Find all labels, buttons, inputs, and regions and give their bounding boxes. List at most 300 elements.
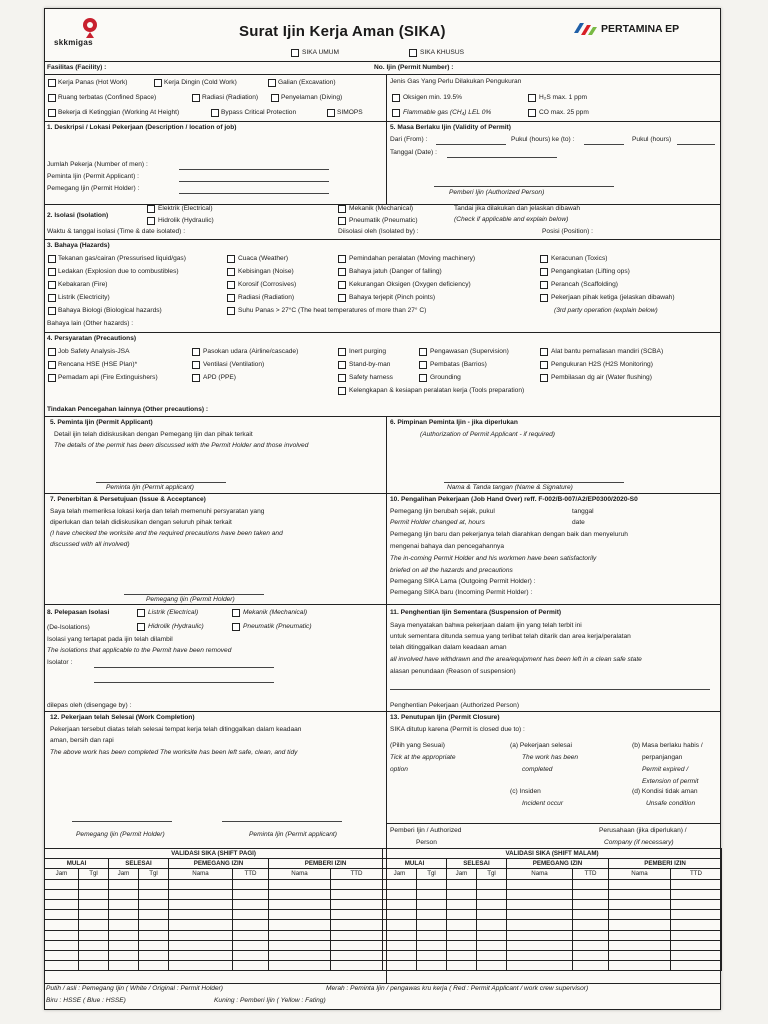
validation-cell[interactable] [109, 879, 139, 889]
validation-cell[interactable] [671, 920, 722, 930]
validation-cell[interactable] [331, 920, 383, 930]
validation-cell[interactable] [79, 930, 109, 940]
validation-cell[interactable] [233, 899, 269, 909]
validation-cell[interactable] [79, 910, 109, 920]
validation-cell[interactable] [269, 961, 331, 971]
checkbox-bypass[interactable] [211, 109, 219, 117]
validation-cell[interactable] [447, 910, 477, 920]
validation-row [45, 879, 383, 889]
validation-cell[interactable] [383, 910, 417, 920]
hazard-checkbox[interactable] [338, 294, 346, 302]
validation-cell[interactable] [447, 940, 477, 950]
section-12-title: 12. Pekerjaan telah Selesai (Work Completion) [50, 714, 195, 721]
validation-cell[interactable] [417, 889, 447, 899]
validation-cell[interactable] [507, 940, 573, 950]
peminta-ijin-label: Peminta Ijin (Permit Applicant) : [47, 173, 139, 180]
sec10-text-7: Pemegang SIKA Lama (Outgoing Permit Holder) : [390, 578, 536, 585]
work-type-label: Penyelaman (Diving) [281, 94, 343, 101]
checkbox-kerja-panas[interactable] [48, 79, 56, 87]
validation-cell[interactable] [233, 879, 269, 889]
sec13-b4: Extension of permit [642, 778, 699, 785]
pertamina-logo-text: PERTAMINA EP [601, 23, 680, 35]
hazard-checkbox[interactable] [227, 307, 235, 315]
validation-cell[interactable] [79, 879, 109, 889]
validation-cell[interactable] [45, 930, 79, 940]
sec12-text-1: Pekerjaan tersebut diatas telah selesai tempat kerja telah ditinggalkan dalam keadaan [50, 726, 302, 733]
validation-cell[interactable] [671, 889, 722, 899]
validation-cell[interactable] [79, 961, 109, 971]
validation-cell[interactable] [139, 879, 169, 889]
validation-row [383, 961, 722, 971]
deiso-hidrolik-label: Hidrolik (Hydraulic) [148, 623, 204, 630]
pemberi-ijin-label: Pemberi Ijin (Authorized Person) [449, 189, 545, 196]
footer-copy-white: Putih / asli : Pemegang Ijin ( White / Original : Permit Holder) [46, 985, 223, 992]
validation-cell[interactable] [109, 910, 139, 920]
validation-cell[interactable] [331, 889, 383, 899]
hazard-checkbox[interactable] [227, 281, 235, 289]
dari-label: Dari (From) : [390, 136, 428, 143]
validation-cell[interactable] [109, 961, 139, 971]
validation-cell[interactable] [671, 910, 722, 920]
sec13-a1: (a) Pekerjaan selesai [510, 742, 572, 749]
sec12-sign-1: Pemegang Ijin (Permit Holder) [76, 831, 165, 838]
validation-cell[interactable] [573, 899, 609, 909]
validation-cell[interactable] [45, 899, 79, 909]
sec11-text-3: telah ditinggalkan dalam keadaan aman [390, 644, 507, 651]
validation-cell[interactable] [383, 899, 417, 909]
validation-cell[interactable] [417, 879, 447, 889]
checkbox-simops[interactable] [327, 109, 335, 117]
precaution-label: Pembatas (Barrios) [430, 361, 487, 368]
hazard-checkbox[interactable] [540, 268, 548, 276]
validation-cell[interactable] [109, 950, 139, 960]
validation-cell[interactable] [507, 950, 573, 960]
precaution-checkbox[interactable] [419, 348, 427, 356]
validation-cell[interactable] [109, 899, 139, 909]
validation-cell[interactable] [507, 879, 573, 889]
validation-title-malam: VALIDASI SIKA (SHIFT MALAM) [383, 849, 722, 859]
validation-cell[interactable] [417, 920, 447, 930]
sec5-text-1: Detail ijin telah didiskusikan dengan Pemegang Ijin dan pihak terkait [54, 431, 253, 438]
validation-cell[interactable] [269, 899, 331, 909]
checkbox-co[interactable] [528, 109, 536, 117]
work-type-label: Bypass Critical Protection [221, 109, 297, 116]
validation-cell[interactable] [233, 950, 269, 960]
iso-elektrik-checkbox[interactable] [147, 205, 155, 213]
hazard-label: Pemindahan peralatan (Moving machinery) [349, 255, 476, 262]
validation-cell[interactable] [139, 899, 169, 909]
validation-row [45, 899, 383, 909]
validation-cell[interactable] [109, 920, 139, 930]
validation-cell[interactable] [269, 930, 331, 940]
validation-row [45, 920, 383, 930]
skkmigas-logo-text: skkmigas [54, 38, 93, 47]
section-1-title: 1. Deskripsi / Lokasi Pekerjaan (Description / location of job) [47, 124, 237, 131]
validation-cell[interactable] [331, 910, 383, 920]
hazard-checkbox[interactable] [540, 255, 548, 263]
precaution-checkbox[interactable] [338, 387, 346, 395]
validation-cell[interactable] [507, 899, 573, 909]
precaution-checkbox[interactable] [419, 374, 427, 382]
pertamina-logo-icon [572, 19, 598, 39]
work-type-label: Kerja Dingin (Cold Work) [164, 79, 237, 86]
group-header: SELESAI [447, 859, 507, 869]
validation-cell[interactable] [477, 961, 507, 971]
validation-cell[interactable] [233, 930, 269, 940]
validation-cell[interactable] [507, 920, 573, 930]
validation-cell[interactable] [233, 910, 269, 920]
sec13-d2: Unsafe condition [646, 800, 696, 807]
deiso-mekanik-checkbox[interactable] [232, 609, 240, 617]
checkbox-flammable[interactable] [392, 109, 400, 117]
validation-cell[interactable] [507, 910, 573, 920]
work-type-label: Bekerja di Ketinggian (Working At Height) [58, 109, 180, 116]
work-type-label: SIMOPS [337, 109, 363, 116]
validation-cell[interactable] [477, 889, 507, 899]
validation-cell[interactable] [45, 940, 79, 950]
validation-cell[interactable] [609, 889, 671, 899]
validation-cell[interactable] [383, 950, 417, 960]
validation-row [45, 889, 383, 899]
precaution-checkbox[interactable] [540, 361, 548, 369]
precaution-checkbox[interactable] [540, 348, 548, 356]
sec13-sign-2b: Company (if necessary) [604, 839, 674, 846]
validation-cell[interactable] [79, 889, 109, 899]
work-type-label: Kerja Panas (Hot Work) [58, 79, 128, 86]
precaution-checkbox[interactable] [338, 348, 346, 356]
checkbox-galian[interactable] [268, 79, 276, 87]
validation-cell[interactable] [447, 930, 477, 940]
gas-h2s-label: H₂S max. 1 ppm [539, 94, 587, 101]
validation-row [45, 940, 383, 950]
col-header: Nama [507, 869, 573, 879]
precaution-checkbox[interactable] [419, 361, 427, 369]
validation-cell[interactable] [331, 879, 383, 889]
validation-cell[interactable] [447, 950, 477, 960]
sec12-text-2: aman, bersih dan rapi [50, 737, 114, 744]
validation-cell[interactable] [477, 930, 507, 940]
sec7-text-1: Saya telah memeriksa lokasi kerja dan telah memenuhi persyaratan yang [50, 508, 265, 515]
validation-cell[interactable] [45, 879, 79, 889]
validation-cell[interactable] [45, 889, 79, 899]
validation-cell[interactable] [383, 879, 417, 889]
validation-row [383, 889, 722, 899]
sec6-sub: (Authorization of Permit Applicant - if required) [420, 431, 555, 438]
sec10-text-8: Pemegang SIKA baru (Incoming Permit Holder) : [390, 589, 533, 596]
sec10-text-6: briefed on all the hazards and precautions [390, 567, 513, 574]
validation-cell[interactable] [45, 910, 79, 920]
validation-cell[interactable] [45, 950, 79, 960]
validation-cell[interactable] [573, 920, 609, 930]
sec10-text-1b: tanggal [572, 508, 594, 515]
checkbox-oksigen[interactable] [392, 94, 400, 102]
validation-cell[interactable] [169, 889, 233, 899]
validation-cell[interactable] [573, 940, 609, 950]
hazard-checkbox[interactable] [338, 268, 346, 276]
sec12-sign-2: Peminta Ijin (Permit applicant) [249, 831, 337, 838]
col-header: Jam [45, 869, 79, 879]
validation-cell[interactable] [477, 950, 507, 960]
validation-cell[interactable] [671, 950, 722, 960]
validation-cell[interactable] [79, 950, 109, 960]
validation-cell[interactable] [79, 920, 109, 930]
validation-cell[interactable] [45, 961, 79, 971]
validation-cell[interactable] [383, 889, 417, 899]
hazard-checkbox[interactable] [540, 294, 548, 302]
validation-cell[interactable] [417, 899, 447, 909]
validation-cell[interactable] [609, 961, 671, 971]
validation-cell[interactable] [139, 930, 169, 940]
validation-cell[interactable] [671, 899, 722, 909]
validation-cell[interactable] [383, 930, 417, 940]
validation-table-malam [382, 848, 722, 971]
validation-cell[interactable] [45, 920, 79, 930]
col-header: Tgl [477, 869, 507, 879]
section-2-title: 2. Isolasi (Isolation) [47, 212, 109, 219]
precaution-checkbox[interactable] [192, 361, 200, 369]
checkbox-ketinggian[interactable] [48, 109, 56, 117]
validation-row [45, 961, 383, 971]
col-header: Jam [383, 869, 417, 879]
checkbox-h2s[interactable] [528, 94, 536, 102]
sec13-a2: The work has been [522, 754, 579, 761]
validation-cell[interactable] [269, 940, 331, 950]
group-header: PEMBERI IZIN [609, 859, 722, 869]
tindakan-label: Tindakan Pencegahan lainnya (Other precautions) : [47, 406, 209, 413]
sec10-text-3: Pemegang Ijin baru dan pekerjanya telah diarahkan dengan baik dan menyeluruh [390, 531, 628, 538]
validation-cell[interactable] [169, 879, 233, 889]
validation-row [45, 910, 383, 920]
precaution-label: APD (PPE) [203, 374, 236, 381]
validation-cell[interactable] [477, 940, 507, 950]
deiso-hidrolik-checkbox[interactable] [137, 623, 145, 631]
checkbox-kerja-dingin[interactable] [154, 79, 162, 87]
precaution-checkbox[interactable] [48, 361, 56, 369]
sika-khusus-label: SIKA KHUSUS [420, 49, 464, 56]
validation-cell[interactable] [139, 950, 169, 960]
validation-cell[interactable] [447, 920, 477, 930]
hazard-checkbox[interactable] [338, 255, 346, 263]
validation-cell[interactable] [671, 940, 722, 950]
validation-cell[interactable] [233, 920, 269, 930]
precaution-label: Pemadam api (Fire Extinguishers) [58, 374, 158, 381]
deiso-listrik-checkbox[interactable] [137, 609, 145, 617]
validation-cell[interactable] [233, 889, 269, 899]
col-header: Nama [609, 869, 671, 879]
validation-cell[interactable] [609, 950, 671, 960]
checkbox-penyelaman[interactable] [271, 94, 279, 102]
validation-cell[interactable] [507, 889, 573, 899]
validation-cell[interactable] [671, 879, 722, 889]
validation-cell[interactable] [109, 940, 139, 950]
validation-cell[interactable] [417, 950, 447, 960]
validation-cell[interactable] [417, 940, 447, 950]
hazard-label: Perancah (Scaffolding) [551, 281, 618, 288]
validation-row [45, 930, 383, 940]
sec10-text-2b: date [572, 519, 585, 526]
validation-cell[interactable] [609, 879, 671, 889]
validation-row [383, 950, 722, 960]
validation-cell[interactable] [169, 950, 233, 960]
precaution-label: Pengukuran H2S (H2S Monitoring) [551, 361, 653, 368]
validation-cell[interactable] [573, 950, 609, 960]
sika-form [44, 8, 721, 1010]
validation-cell[interactable] [169, 940, 233, 950]
validation-cell[interactable] [383, 940, 417, 950]
validation-cell[interactable] [477, 910, 507, 920]
validation-cell[interactable] [269, 889, 331, 899]
validation-cell[interactable] [507, 961, 573, 971]
validation-cell[interactable] [109, 930, 139, 940]
sec6-sign-label: Nama & Tanda tangan (Name & Signature) [447, 484, 573, 491]
validation-cell[interactable] [477, 920, 507, 930]
validation-cell[interactable] [331, 930, 383, 940]
validation-cell[interactable] [507, 930, 573, 940]
iso-mekanik-label: Mekanik (Mechanical) [349, 205, 414, 212]
validation-cell[interactable] [417, 930, 447, 940]
validation-cell[interactable] [269, 879, 331, 889]
deiso-pneumatik-checkbox[interactable] [232, 623, 240, 631]
sec8-text-2: The isolations that applicable to the Permit have been removed [47, 647, 232, 654]
precaution-checkbox[interactable] [338, 361, 346, 369]
validation-row [45, 950, 383, 960]
validation-cell[interactable] [331, 899, 383, 909]
validation-cell[interactable] [477, 899, 507, 909]
gas-test-title: Jenis Gas Yang Perlu Dilakukan Pengukuran [390, 78, 522, 85]
validation-cell[interactable] [477, 879, 507, 889]
hazard-checkbox[interactable] [540, 281, 548, 289]
validation-cell[interactable] [573, 910, 609, 920]
section-8-title: 8. Pelepasan Isolasi [47, 609, 110, 616]
jumlah-pekerja-label: Jumlah Pekerja (Number of men) : [47, 161, 148, 168]
pemegang-ijin-label: Pemegang Ijin (Permit Holder) : [47, 185, 140, 192]
validation-cell[interactable] [447, 889, 477, 899]
validation-row [383, 920, 722, 930]
pukul-label: Pukul (hours) [632, 136, 672, 143]
validation-cell[interactable] [79, 940, 109, 950]
validation-cell[interactable] [109, 889, 139, 899]
group-header: PEMEGANG IZIN [169, 859, 269, 869]
validation-cell[interactable] [609, 930, 671, 940]
validation-cell[interactable] [331, 950, 383, 960]
sika-khusus-checkbox[interactable] [409, 49, 417, 57]
validation-cell[interactable] [609, 910, 671, 920]
validation-cell[interactable] [609, 899, 671, 909]
validation-cell[interactable] [233, 940, 269, 950]
hazard-checkbox[interactable] [227, 255, 235, 263]
hazard-checkbox[interactable] [48, 255, 56, 263]
validation-cell[interactable] [447, 899, 477, 909]
sec13-b3: Permit expired / [642, 766, 689, 773]
sec11-text-2: untuk sementara ditunda semua yang terlibat telah ditarik dan area kerja/peralatan [390, 633, 631, 640]
validation-cell[interactable] [139, 910, 169, 920]
col-header: TTD [331, 869, 383, 879]
validation-cell[interactable] [573, 930, 609, 940]
validation-cell[interactable] [269, 950, 331, 960]
validation-cell[interactable] [417, 910, 447, 920]
validation-cell[interactable] [139, 961, 169, 971]
validation-cell[interactable] [573, 889, 609, 899]
sec13-sign-2: Perusahaan (jika diperlukan) / [599, 827, 687, 834]
validation-cell[interactable] [447, 879, 477, 889]
validation-cell[interactable] [169, 920, 233, 930]
hazard-label: Bahaya jatuh (Danger of falling) [349, 268, 442, 275]
precaution-label: Pasokan udara (Airline/cascade) [203, 348, 299, 355]
deiso-pneumatik-label: Pneumatik (Pneumatic) [243, 623, 312, 630]
hazard-checkbox[interactable] [48, 294, 56, 302]
hazard-checkbox[interactable] [338, 281, 346, 289]
iso-hidrolik-checkbox[interactable] [147, 217, 155, 225]
validation-cell[interactable] [671, 961, 722, 971]
hazard-checkbox[interactable] [48, 268, 56, 276]
validation-cell[interactable] [331, 940, 383, 950]
validation-cell[interactable] [139, 889, 169, 899]
validation-cell[interactable] [169, 961, 233, 971]
hazard-checkbox[interactable] [227, 294, 235, 302]
sika-umum-checkbox[interactable] [291, 49, 299, 57]
precaution-checkbox[interactable] [48, 374, 56, 382]
validation-cell[interactable] [417, 961, 447, 971]
validation-cell[interactable] [169, 910, 233, 920]
validation-cell[interactable] [331, 961, 383, 971]
validation-cell[interactable] [447, 961, 477, 971]
validation-cell[interactable] [79, 899, 109, 909]
validation-cell[interactable] [573, 961, 609, 971]
hazard-checkbox[interactable] [227, 268, 235, 276]
precaution-checkbox[interactable] [192, 348, 200, 356]
validation-cell[interactable] [169, 930, 233, 940]
precaution-checkbox[interactable] [192, 374, 200, 382]
validation-cell[interactable] [233, 961, 269, 971]
precaution-checkbox[interactable] [338, 374, 346, 382]
validation-cell[interactable] [269, 920, 331, 930]
hazard-label: Korosif (Corrosives) [238, 281, 297, 288]
sec13-c1: (c) Insiden [510, 788, 541, 795]
precaution-label: Job Safety Analysis-JSA [58, 348, 130, 355]
hazard-checkbox[interactable] [48, 281, 56, 289]
validation-cell[interactable] [609, 920, 671, 930]
validation-cell[interactable] [169, 899, 233, 909]
sec5-text-2: The details of the permit has been discussed with the Permit Holder and those involved [54, 442, 309, 449]
sec10-text-1: Pemegang Ijin berubah sejak, pukul [390, 508, 495, 515]
footer-copy-blue: Biru : HSSE ( Blue : HSSE) [46, 997, 126, 1004]
group-header: MULAI [45, 859, 109, 869]
hazard-label: Keracunan (Toxics) [551, 255, 608, 262]
validation-cell[interactable] [609, 940, 671, 950]
validation-cell[interactable] [139, 920, 169, 930]
validation-cell[interactable] [671, 930, 722, 940]
col-header: Nama [169, 869, 233, 879]
precaution-checkbox[interactable] [48, 348, 56, 356]
iso-mekanik-checkbox[interactable] [338, 205, 346, 213]
col-header: TTD [671, 869, 722, 879]
col-header: Jam [109, 869, 139, 879]
iso-pneumatik-checkbox[interactable] [338, 217, 346, 225]
precaution-checkbox[interactable] [540, 374, 548, 382]
validation-cell[interactable] [269, 910, 331, 920]
checkbox-ruang-terbatas[interactable] [48, 94, 56, 102]
checkbox-radiasi[interactable] [192, 94, 200, 102]
validation-cell[interactable] [139, 940, 169, 950]
gas-flammable-label: Flammable gas (CH₄) LEL 0% [403, 109, 492, 116]
hazard-label: Pengangkatan (Lifting ops) [551, 268, 630, 275]
hazard-checkbox[interactable] [48, 307, 56, 315]
validation-cell[interactable] [573, 879, 609, 889]
validation-row [383, 930, 722, 940]
validation-cell[interactable] [383, 961, 417, 971]
sec12-text-3: The above work has been completed The worksite has been left safe, clean, and tidy [50, 749, 298, 756]
validation-cell[interactable] [383, 920, 417, 930]
